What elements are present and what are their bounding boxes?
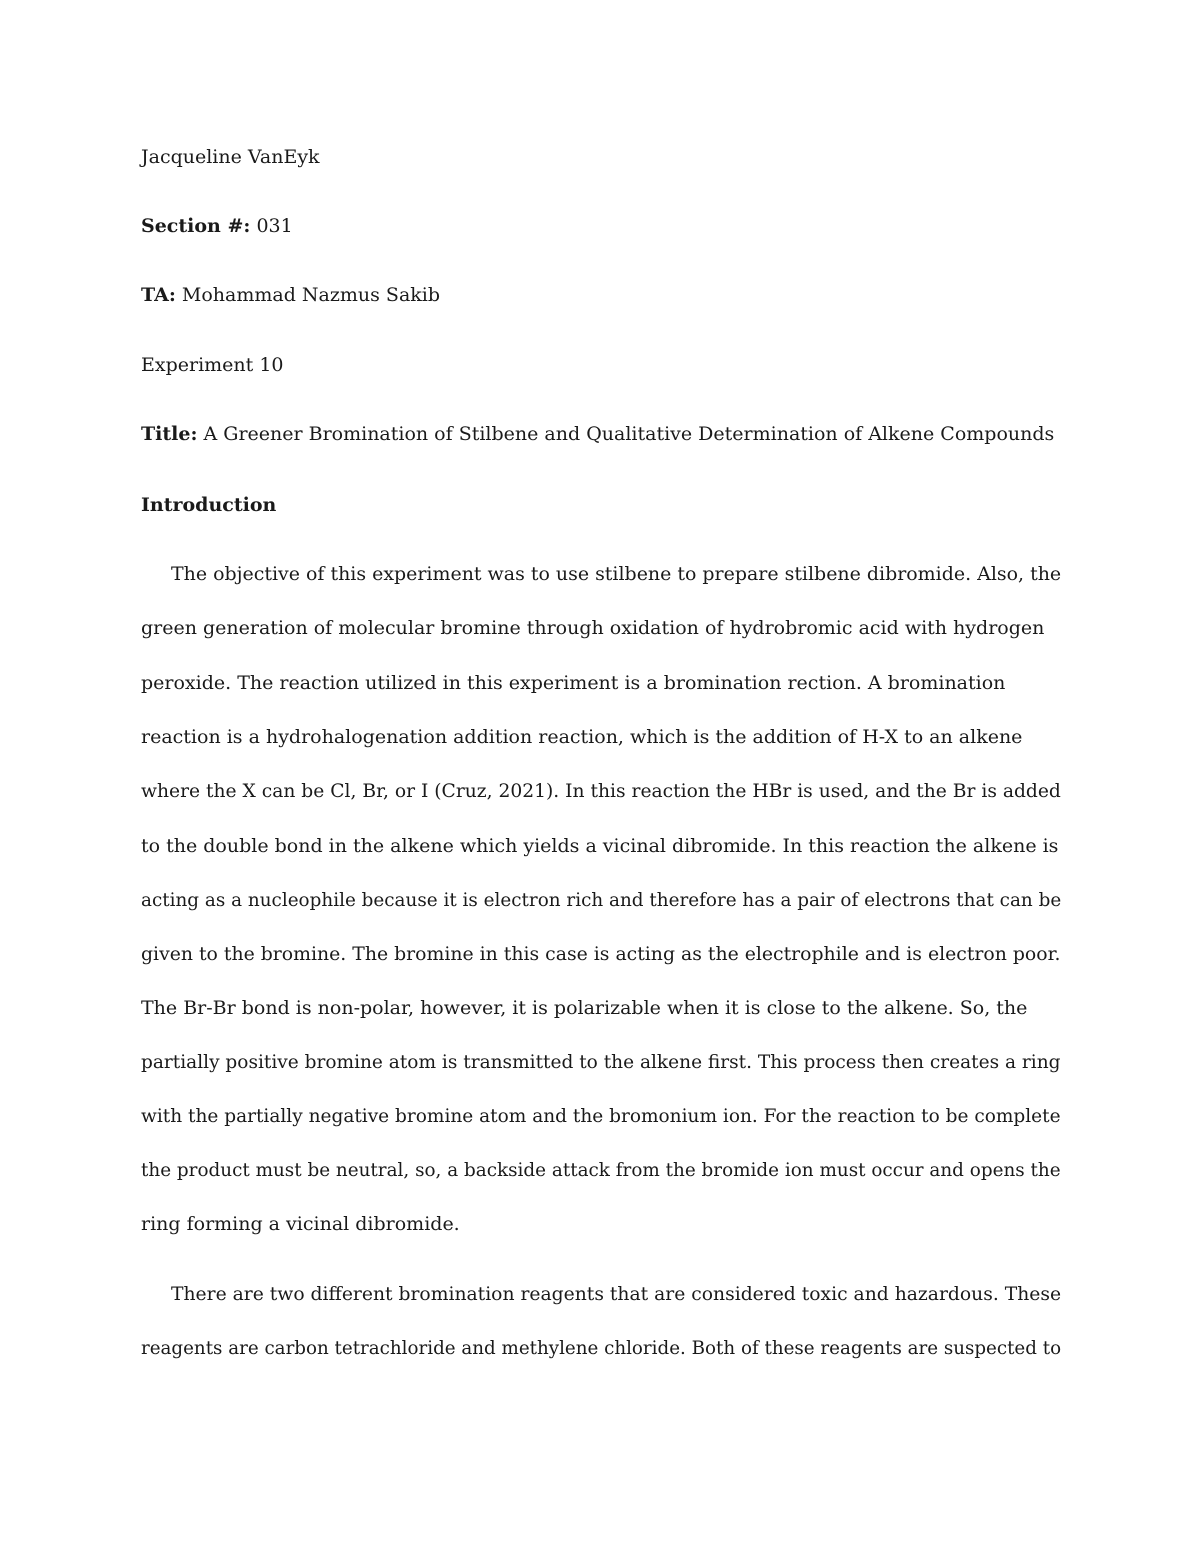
section-value: 031 (256, 215, 293, 237)
introduction-heading: Introduction (141, 494, 277, 516)
title-value: A Greener Bromination of Stilbene and Qualitative Determination of Alkene Compounds (203, 423, 1055, 445)
paragraph-line: The objective of this experiment was to use stilbene to prepare stilbene dibromide. Also, the (171, 563, 1062, 585)
paragraph-line: The Br-Br bond is non-polar, however, it is polarizable when it is close to the alkene. So, the (141, 997, 1028, 1019)
experiment-number: Experiment 10 (141, 354, 284, 376)
paragraph-line: There are two different bromination reagents that are considered toxic and hazardous. These (171, 1283, 1062, 1305)
paragraph-line: with the partially negative bromine atom and the bromonium ion. For the reaction to be complete (141, 1105, 1061, 1127)
author-name: Jacqueline VanEyk (141, 146, 320, 168)
section-label: Section #: (141, 215, 251, 237)
paragraph-line: ring forming a vicinal dibromide. (141, 1213, 460, 1235)
paragraph-line: reagents are carbon tetrachloride and methylene chloride. Both of these reagents are suspected to (141, 1337, 1062, 1359)
title-label: Title: (141, 423, 198, 445)
ta-label: TA: (141, 284, 176, 306)
paragraph-line: green generation of molecular bromine through oxidation of hydrobromic acid with hydrogen (141, 617, 1045, 639)
ta-line (141, 281, 1061, 309)
paragraph-line: peroxide. The reaction utilized in this experiment is a bromination rection. A bromination (141, 672, 1006, 694)
paragraph-line: where the X can be Cl, Br, or I (Cruz, 2021). In this reaction the HBr is used, and the Br is added (141, 780, 1061, 802)
paragraph-line: given to the bromine. The bromine in this case is acting as the electrophile and is electron poor. (141, 943, 1061, 965)
ta-value: Mohammad Nazmus Sakib (181, 284, 441, 306)
title-line (141, 420, 1061, 448)
section-line (141, 212, 1061, 240)
paragraph-line: reaction is a hydrohalogenation addition reaction, which is the addition of H-X to an alkene (141, 726, 1023, 748)
paragraph-line: acting as a nucleophile because it is electron rich and therefore has a pair of electrons that can be (141, 889, 1062, 911)
paragraph-line: to the double bond in the alkene which yields a vicinal dibromide. In this reaction the alkene is (141, 835, 1059, 857)
paragraph-line: partially positive bromine atom is transmitted to the alkene first. This process then creates a ring (141, 1051, 1061, 1073)
paragraph-line: the product must be neutral, so, a backside attack from the bromide ion must occur and opens the (141, 1159, 1061, 1181)
